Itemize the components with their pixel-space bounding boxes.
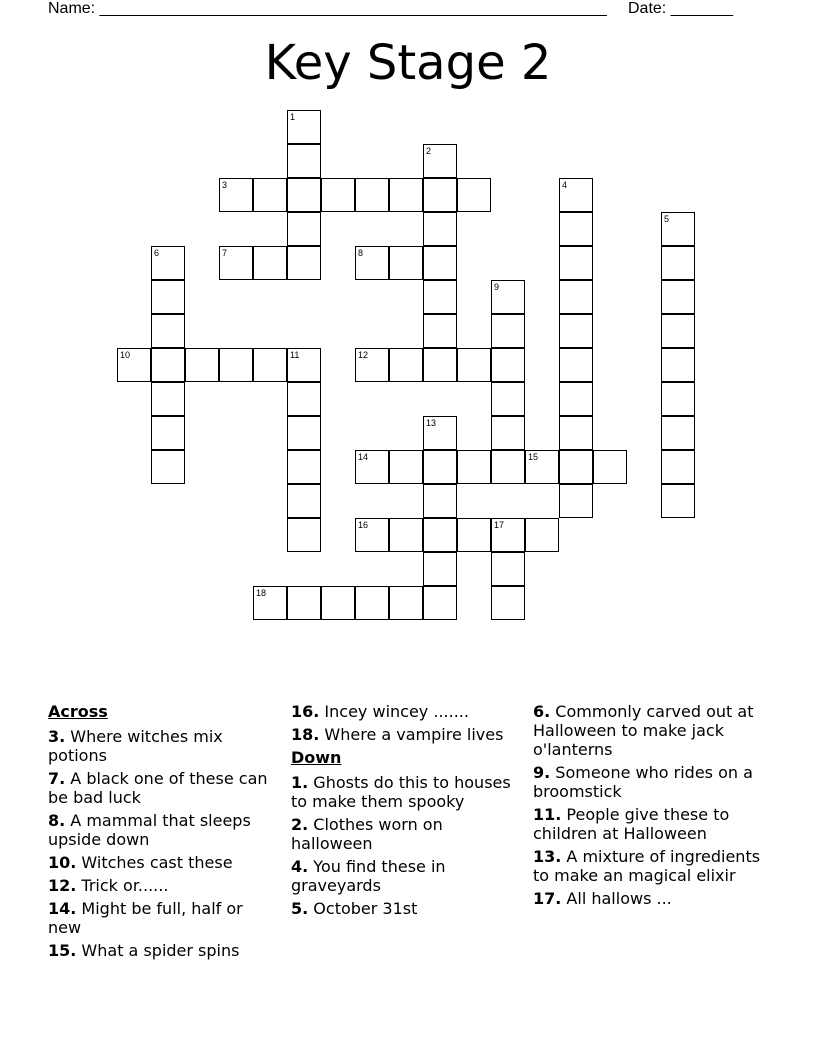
clue-item-number: 3.	[48, 727, 66, 746]
crossword-cell[interactable]	[355, 450, 389, 484]
clue-item-text: Someone who rides on a broomstick	[533, 763, 753, 801]
clue-item	[291, 899, 521, 918]
clue-item-text: You find these in graveyards	[291, 857, 446, 895]
clue-number: 14	[358, 452, 369, 462]
crossword-cell[interactable]	[389, 178, 423, 212]
clue-item	[48, 941, 278, 960]
crossword-cell[interactable]	[219, 246, 253, 280]
crossword-cell[interactable]	[491, 586, 525, 620]
clue-item-text: Commonly carved out at Halloween to make jack o'lanterns	[533, 702, 754, 759]
crossword-cell[interactable]	[491, 518, 525, 552]
crossword-cell[interactable]	[559, 178, 593, 212]
crossword-cell[interactable]	[423, 280, 457, 314]
crossword-cell[interactable]	[355, 348, 389, 382]
crossword-cell[interactable]	[389, 348, 423, 382]
crossword-cell[interactable]	[457, 178, 491, 212]
date-field-label: Date: _______	[628, 0, 733, 17]
crossword-cell[interactable]	[559, 450, 593, 484]
clue-item-text: October 31st	[308, 899, 418, 918]
clue-item	[533, 805, 763, 843]
crossword-cell[interactable]	[287, 212, 321, 246]
crossword-cell[interactable]	[457, 348, 491, 382]
crossword-cell[interactable]	[559, 314, 593, 348]
clue-item-number: 17.	[533, 889, 562, 908]
crossword-cell[interactable]	[151, 416, 185, 450]
clue-number: 18	[256, 588, 267, 598]
crossword-cell[interactable]	[219, 348, 253, 382]
crossword-cell[interactable]	[253, 348, 287, 382]
clue-number: 1	[290, 112, 296, 122]
crossword-cell[interactable]	[151, 382, 185, 416]
crossword-cell[interactable]	[559, 484, 593, 518]
crossword-cell[interactable]	[661, 382, 695, 416]
crossword-cell[interactable]	[423, 314, 457, 348]
clue-number: 12	[358, 350, 369, 360]
crossword-cell[interactable]	[491, 416, 525, 450]
clue-number: 7	[222, 248, 228, 258]
down-clue-list	[291, 773, 521, 918]
clue-item-text: Incey wincey .......	[319, 702, 469, 721]
crossword-cell[interactable]	[389, 246, 423, 280]
clue-number: 16	[358, 520, 369, 530]
crossword-cell[interactable]	[661, 212, 695, 246]
crossword-cell[interactable]	[661, 450, 695, 484]
clue-number: 6	[154, 248, 160, 258]
clue-item-number: 13.	[533, 847, 562, 866]
clue-item-number: 16.	[291, 702, 320, 721]
clue-item	[48, 727, 278, 765]
crossword-cell[interactable]	[185, 348, 219, 382]
clue-number: 9	[494, 282, 500, 292]
clue-item	[533, 847, 763, 885]
crossword-cell[interactable]	[389, 450, 423, 484]
crossword-cell[interactable]	[321, 586, 355, 620]
clue-item	[291, 702, 521, 721]
crossword-cell[interactable]	[253, 246, 287, 280]
crossword-cell[interactable]	[355, 586, 389, 620]
clue-item-number: 7.	[48, 769, 66, 788]
crossword-cell[interactable]	[423, 416, 457, 450]
clue-item-number: 2.	[291, 815, 309, 834]
clue-item-number: 18.	[291, 725, 320, 744]
crossword-cell[interactable]	[287, 586, 321, 620]
clue-item-number: 5.	[291, 899, 309, 918]
crossword-cell[interactable]	[423, 518, 457, 552]
clue-number: 11	[290, 350, 300, 360]
crossword-cell[interactable]	[287, 484, 321, 518]
clue-item	[291, 857, 521, 895]
crossword-cell[interactable]	[559, 416, 593, 450]
crossword-cell[interactable]	[287, 518, 321, 552]
crossword-cell[interactable]	[559, 280, 593, 314]
clue-item	[533, 763, 763, 801]
crossword-cell[interactable]	[287, 382, 321, 416]
crossword-cell[interactable]	[559, 348, 593, 382]
clue-item-number: 6.	[533, 702, 551, 721]
clue-item-number: 4.	[291, 857, 309, 876]
crossword-cell[interactable]	[661, 348, 695, 382]
crossword-cell[interactable]	[423, 586, 457, 620]
clue-item	[48, 811, 278, 849]
crossword-cell[interactable]	[117, 348, 151, 382]
clue-item-number: 1.	[291, 773, 309, 792]
clue-item	[48, 876, 278, 895]
crossword-cell[interactable]	[423, 348, 457, 382]
crossword-cell[interactable]	[661, 246, 695, 280]
page-title: Key Stage 2	[264, 35, 552, 91]
across-clue-list-continued	[291, 702, 521, 744]
crossword-cell[interactable]	[355, 518, 389, 552]
across-heading: Across	[48, 702, 108, 721]
crossword-cell[interactable]	[559, 212, 593, 246]
crossword-cell[interactable]	[661, 314, 695, 348]
crossword-cell[interactable]	[457, 518, 491, 552]
crossword-cell[interactable]	[389, 518, 423, 552]
clue-item-text: What a spider spins	[76, 941, 240, 960]
clue-item	[533, 702, 763, 759]
clue-number: 2	[426, 146, 432, 156]
across-clue-list	[48, 727, 278, 960]
crossword-cell[interactable]	[525, 518, 559, 552]
crossword-cell[interactable]	[151, 246, 185, 280]
clue-item	[533, 889, 763, 908]
clue-item-text: Where a vampire lives	[319, 725, 504, 744]
crossword-cell[interactable]	[151, 348, 185, 382]
clue-number: 13	[426, 418, 437, 428]
crossword-cell[interactable]	[593, 450, 627, 484]
crossword-cell[interactable]	[287, 110, 321, 144]
clue-item-text: Ghosts do this to houses to make them spooky	[291, 773, 511, 811]
down-heading: Down	[291, 748, 342, 767]
clue-column-2	[291, 702, 521, 922]
clue-number: 3	[222, 180, 228, 190]
clue-item-text: Witches cast these	[76, 853, 233, 872]
crossword-cell[interactable]	[151, 450, 185, 484]
crossword-cell[interactable]	[559, 382, 593, 416]
clue-number: 5	[664, 214, 670, 224]
crossword-cell[interactable]	[491, 314, 525, 348]
crossword-cell[interactable]	[661, 484, 695, 518]
clue-item-text: Where witches mix potions	[48, 727, 223, 765]
crossword-cell[interactable]	[151, 280, 185, 314]
crossword-cell[interactable]	[355, 178, 389, 212]
clue-item-number: 15.	[48, 941, 77, 960]
clue-item	[291, 773, 521, 811]
crossword-cell[interactable]	[253, 586, 287, 620]
clue-item-number: 11.	[533, 805, 562, 824]
crossword-cell[interactable]	[423, 552, 457, 586]
crossword-cell[interactable]	[491, 552, 525, 586]
crossword-cell[interactable]	[457, 450, 491, 484]
clue-number: 15	[528, 452, 539, 462]
clue-item-text: A mammal that sleeps upside down	[48, 811, 251, 849]
crossword-cell[interactable]	[491, 450, 525, 484]
crossword-cell[interactable]	[423, 246, 457, 280]
clue-item-number: 8.	[48, 811, 66, 830]
crossword-cell[interactable]	[253, 178, 287, 212]
clue-item-number: 10.	[48, 853, 77, 872]
crossword-cell[interactable]	[287, 246, 321, 280]
crossword-cell[interactable]	[287, 348, 321, 382]
clue-number: 10	[120, 350, 131, 360]
clue-item-text: Trick or......	[76, 876, 169, 895]
clue-item	[291, 725, 521, 744]
clue-number: 17	[494, 520, 505, 530]
clue-item-number: 14.	[48, 899, 77, 918]
clue-item	[48, 853, 278, 872]
crossword-cell[interactable]	[287, 450, 321, 484]
crossword-cell[interactable]	[287, 178, 321, 212]
crossword-cell[interactable]	[491, 382, 525, 416]
clue-number: 8	[358, 248, 364, 258]
name-field-label: Name: _________________________________________________________	[48, 0, 607, 17]
crossword-cell[interactable]	[219, 178, 253, 212]
crossword-cell[interactable]	[355, 246, 389, 280]
clue-column-3	[533, 702, 763, 912]
clue-item-text: All hallows ...	[561, 889, 672, 908]
crossword-cell[interactable]	[661, 416, 695, 450]
crossword-cell[interactable]	[321, 178, 355, 212]
crossword-cell[interactable]	[423, 484, 457, 518]
clue-item-number: 9.	[533, 763, 551, 782]
crossword-cell[interactable]	[661, 280, 695, 314]
crossword-cell[interactable]	[491, 280, 525, 314]
clue-item-number: 12.	[48, 876, 77, 895]
crossword-cell[interactable]	[423, 144, 457, 178]
clue-item	[48, 899, 278, 937]
clue-item-text: A mixture of ingredients to make an magical elixir	[533, 847, 761, 885]
crossword-cell[interactable]	[559, 246, 593, 280]
clue-column-1	[48, 702, 278, 964]
crossword-cell[interactable]	[423, 450, 457, 484]
clue-number: 4	[562, 180, 568, 190]
clue-item	[48, 769, 278, 807]
clue-item-text: Might be full, half or new	[48, 899, 243, 937]
clue-item-text: A black one of these can be bad luck	[48, 769, 268, 807]
crossword-cell[interactable]	[287, 416, 321, 450]
clue-item	[291, 815, 521, 853]
crossword-cell[interactable]	[389, 586, 423, 620]
crossword-cell[interactable]	[423, 212, 457, 246]
crossword-cell[interactable]	[491, 348, 525, 382]
clue-item-text: People give these to children at Halloween	[533, 805, 730, 843]
crossword-cell[interactable]	[423, 178, 457, 212]
crossword-cell[interactable]	[525, 450, 559, 484]
crossword-cell[interactable]	[151, 314, 185, 348]
down-clue-list-continued	[533, 702, 763, 908]
clue-item-text: Clothes worn on halloween	[291, 815, 443, 853]
crossword-cell[interactable]	[287, 144, 321, 178]
